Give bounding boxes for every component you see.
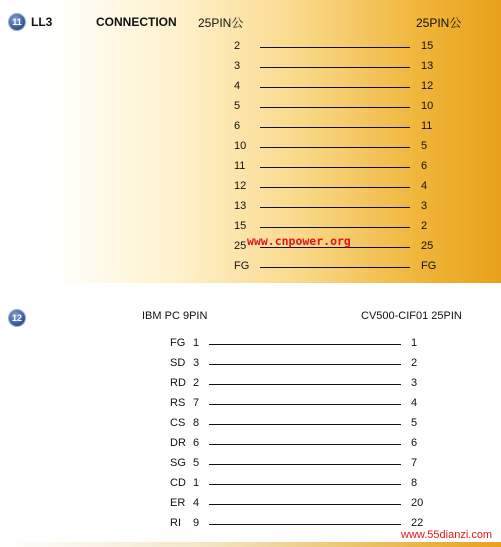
signal-name: FG	[170, 337, 186, 349]
left-pin-number: 4	[193, 497, 200, 509]
right-pin-number: FG	[421, 260, 437, 272]
wire-line	[260, 127, 410, 128]
signal-name: ER	[170, 497, 186, 509]
left-pin-number: 5	[234, 100, 241, 112]
left-pin-number: 6	[234, 120, 241, 132]
left-pin-number: 5	[193, 457, 200, 469]
wire-line	[209, 464, 401, 465]
wire-line	[260, 207, 410, 208]
left-pin-number: 3	[193, 357, 200, 369]
wire-line	[209, 504, 401, 505]
section-number-badge: 12	[9, 310, 25, 326]
right-pin-number: 2	[411, 357, 418, 369]
wire-line	[260, 107, 410, 108]
signal-name: DR	[170, 437, 186, 449]
left-pin-number: 2	[193, 377, 200, 389]
right-pin-number: 11	[421, 120, 433, 132]
left-pin-number: 25	[234, 240, 247, 252]
left-pin-number: 13	[234, 200, 247, 212]
right-pin-number: 22	[411, 517, 424, 529]
wire-line	[209, 404, 401, 405]
watermark-text: www.cnpower.org	[247, 234, 351, 248]
signal-name: SG	[170, 457, 186, 469]
wire-line	[260, 147, 410, 148]
signal-name: CD	[170, 477, 186, 489]
wire-line	[209, 384, 401, 385]
signal-name: SD	[170, 357, 186, 369]
right-connector-header: CV500-CIF01 25PIN	[361, 310, 462, 322]
left-pin-number: FG	[234, 260, 250, 272]
signal-name: RD	[170, 377, 186, 389]
left-pin-number: 1	[193, 477, 200, 489]
section-number-badge: 11	[9, 14, 25, 30]
left-pin-number: 6	[193, 437, 200, 449]
right-pin-number: 12	[421, 80, 434, 92]
right-pin-number: 25	[421, 240, 434, 252]
left-pin-number: 15	[234, 220, 247, 232]
wire-line	[260, 187, 410, 188]
signal-name: CS	[170, 417, 186, 429]
left-connector-header: IBM PC 9PIN	[142, 310, 208, 322]
left-pin-number: 10	[234, 140, 247, 152]
model-label: LL3	[31, 15, 53, 29]
right-pin-number: 1	[411, 337, 418, 349]
wire-line	[260, 267, 410, 268]
left-pin-number: 9	[193, 517, 200, 529]
right-pin-number: 3	[421, 200, 428, 212]
next-panel-edge	[0, 542, 501, 547]
left-pin-number: 7	[193, 397, 200, 409]
signal-name: RS	[170, 397, 186, 409]
right-pin-number: 5	[411, 417, 418, 429]
left-pin-number: 11	[234, 160, 246, 172]
right-pin-number: 10	[421, 100, 434, 112]
wire-line	[260, 67, 410, 68]
left-pin-number: 4	[234, 80, 241, 92]
right-connector-header: 25PIN公	[416, 16, 462, 30]
wire-line	[260, 47, 410, 48]
wire-line	[260, 87, 410, 88]
wire-line	[209, 364, 401, 365]
wire-line	[209, 484, 401, 485]
wire-line	[209, 344, 401, 345]
right-pin-number: 2	[421, 220, 428, 232]
left-pin-number: 3	[234, 60, 241, 72]
watermark-text: www.55dianzi.com	[401, 529, 493, 541]
wire-line	[260, 167, 410, 168]
signal-name: RI	[170, 517, 181, 529]
left-pin-number: 12	[234, 180, 247, 192]
left-connector-header: 25PIN公	[198, 16, 244, 30]
wire-line	[209, 524, 401, 525]
right-pin-number: 7	[411, 457, 418, 469]
right-pin-number: 3	[411, 377, 418, 389]
right-pin-number: 13	[421, 60, 434, 72]
right-pin-number: 8	[411, 477, 418, 489]
wire-line	[260, 227, 410, 228]
right-pin-number: 4	[411, 397, 418, 409]
left-pin-number: 2	[234, 40, 241, 52]
right-pin-number: 5	[421, 140, 428, 152]
right-pin-number: 20	[411, 497, 424, 509]
connection-heading: CONNECTION	[96, 15, 177, 29]
right-pin-number: 15	[421, 40, 434, 52]
right-pin-number: 6	[411, 437, 418, 449]
left-pin-number: 8	[193, 417, 200, 429]
right-pin-number: 4	[421, 180, 428, 192]
wire-line	[209, 444, 401, 445]
left-pin-number: 1	[193, 337, 200, 349]
wire-line	[209, 424, 401, 425]
right-pin-number: 6	[421, 160, 428, 172]
